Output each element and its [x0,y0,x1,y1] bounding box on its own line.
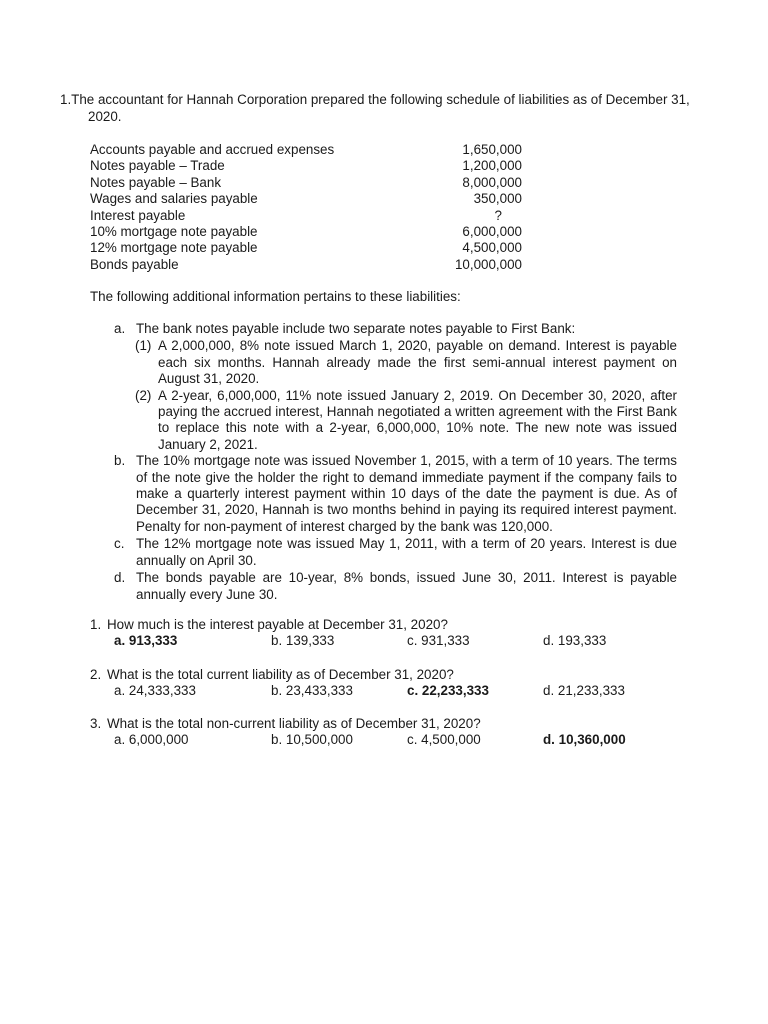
item-text: The bank notes payable include two separate notes payable to First Bank: [136,321,576,336]
liabilities-schedule [90,142,522,273]
schedule-label: 10% mortgage note payable [90,223,258,239]
schedule-label: 12% mortgage note payable [90,240,258,256]
choice-d-selected: d. 10,360,000 [543,732,626,748]
item-text: The 10% mortgage note was issued November 1, 2015, with a term of 10 years. The terms of the note give the holder the right to demand immediate payment if the company fails to make a quarterly interest payment within 10 days of the date the payment is due. As of December 31, 2020, Hannah is two months behind in paying its required interest payment. Penalty for non-payment of interest charged by the bank was 120,000. [136,453,677,534]
choice-d: d. 21,233,333 [543,683,625,699]
schedule-row [90,191,522,207]
answer-choices [90,633,690,650]
schedule-row [90,175,522,191]
problem-text: The accountant for Hannah Corporation prepared the following schedule of liabilities as of December 31, 2020. [71,92,690,124]
info-item-a [114,321,677,337]
schedule-amount: ? [494,207,502,223]
question-number: 2. [90,667,102,682]
schedule-row [90,224,522,240]
subitem-text: A 2,000,000, 8% note issued March 1, 2020, payable on demand. Interest is payable each six months. Hannah already made the first semi-annual interest payment on August 31, 2020. [158,338,677,387]
schedule-amount: 4,500,000 [462,240,522,256]
item-letter: d. [114,570,126,586]
choice-b: b. 10,500,000 [271,732,353,748]
info-item-d [114,570,677,603]
schedule-row [90,158,522,174]
schedule-label: Bonds payable [90,256,179,272]
answer-choices [90,683,690,700]
info-subitem-2 [114,388,677,454]
choice-a: a. 6,000,000 [114,732,189,748]
item-text: The 12% mortgage note was issued May 1, 2011, with a term of 20 years. Interest is due annually on April 30. [136,536,677,568]
additional-info-heading: The following additional information pertains to these liabilities: [90,289,461,304]
question-text: What is the total non-current liability as of December 31, 2020? [107,716,481,731]
subitem-number: (1) [135,338,152,354]
schedule-amount: 8,000,000 [462,174,522,190]
schedule-row [90,257,522,273]
schedule-amount: 1,200,000 [462,158,522,174]
info-item-b [114,453,677,535]
item-text: The bonds payable are 10-year, 8% bonds, issued June 30, 2011. Interest is payable annually every June 30. [136,570,677,602]
choice-a: a. 24,333,333 [114,683,196,699]
subitem-text: A 2-year, 6,000,000, 11% note issued January 2, 2019. On December 30, 2020, after paying the accrued interest, Hannah negotiated a written agreement with the First Bank to replace this note with a 2-year, 6,000,000, 10% note. The new note was issued January 2, 2021. [158,387,677,452]
choice-c-selected: c. 22,233,333 [407,683,489,699]
additional-info-list [114,321,677,604]
info-item-c [114,536,677,569]
item-letter: b. [114,453,126,469]
schedule-amount: 1,650,000 [462,142,522,157]
schedule-label: Accounts payable and accrued expenses [90,142,335,157]
problem-statement [50,92,690,125]
problem-number: 1. [60,92,72,107]
answer-choices [90,732,690,749]
schedule-amount: 6,000,000 [462,223,522,239]
problem-intro [50,92,690,125]
choice-b: b. 23,433,333 [271,683,353,699]
choice-b: b. 139,333 [271,633,335,649]
choice-c: c. 931,333 [407,633,470,649]
schedule-label: Notes payable – Bank [90,174,222,190]
schedule-label: Interest payable [90,207,186,223]
schedule-row [90,240,522,256]
info-subitem-1 [114,338,677,387]
question-3 [90,716,690,749]
question-text: How much is the interest payable at December 31, 2020? [107,617,448,632]
schedule-row [90,142,522,158]
choice-d: d. 193,333 [543,633,607,649]
choice-c: c. 4,500,000 [407,732,481,748]
item-letter: c. [114,536,125,552]
schedule-amount: 10,000,000 [454,256,522,272]
question-number: 3. [90,716,102,731]
question-text: What is the total current liability as of December 31, 2020? [107,667,454,682]
schedule-amount: 350,000 [473,191,522,207]
schedule-label: Wages and salaries payable [90,191,258,207]
schedule-label: Notes payable – Trade [90,158,225,174]
question-1 [90,617,690,650]
question-number: 1. [90,617,102,632]
item-letter: a. [114,321,126,336]
subitem-number: (2) [135,387,152,403]
question-2 [90,667,690,700]
schedule-row [90,208,522,224]
choice-a-selected: a. 913,333 [114,633,178,649]
